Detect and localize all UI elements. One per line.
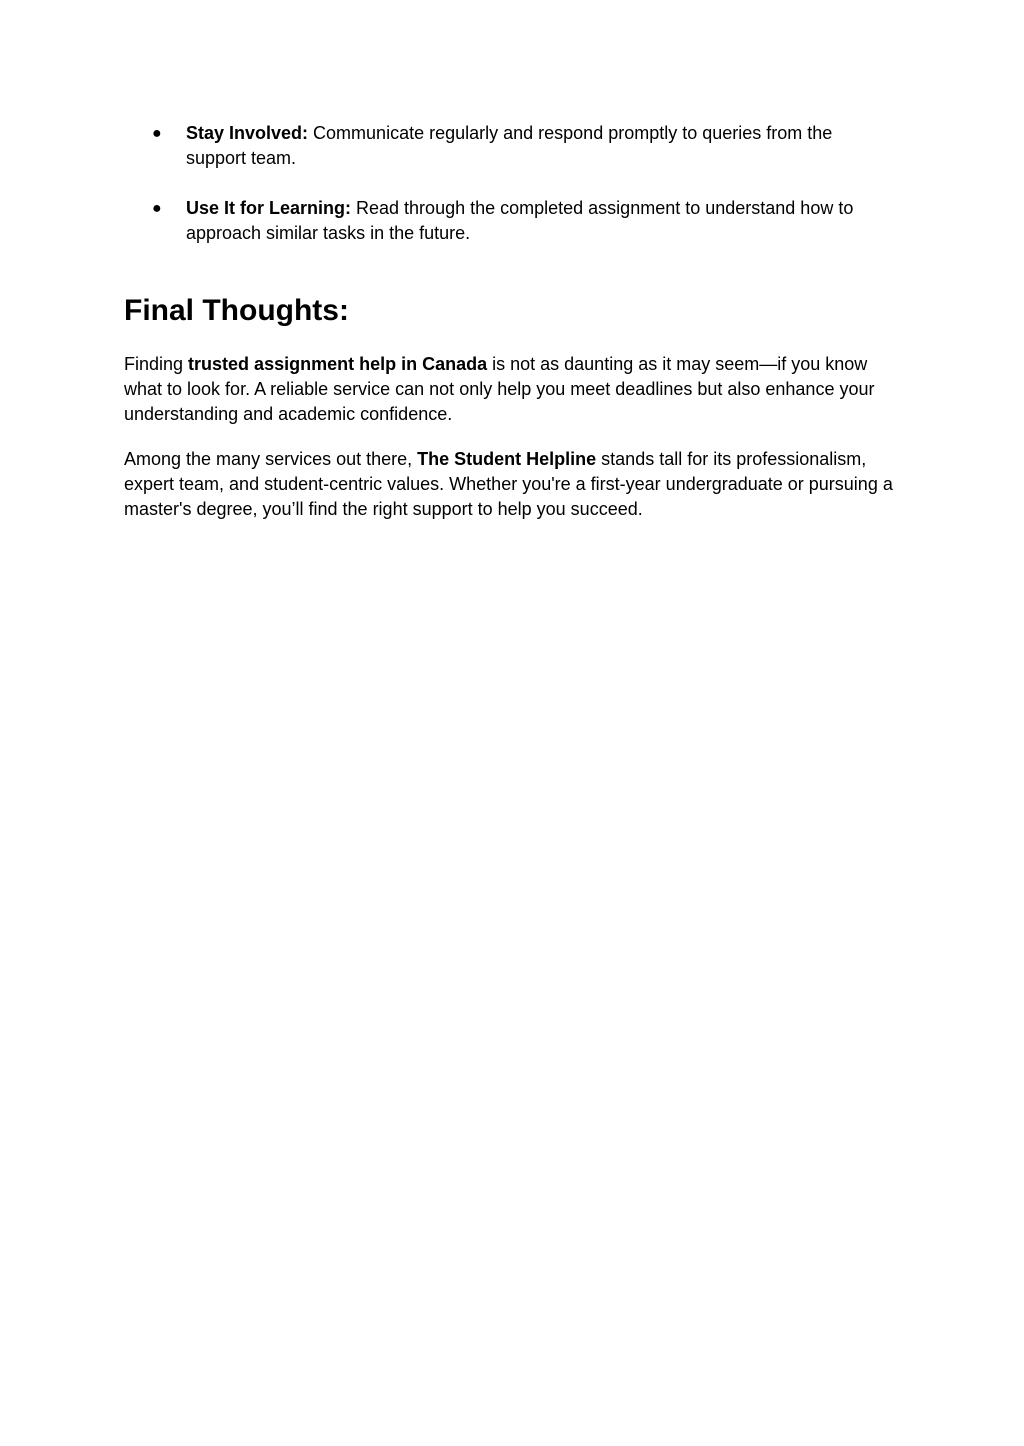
- paragraph-emphasis: trusted assignment help in Canada: [188, 354, 488, 374]
- paragraph-text: Finding: [124, 354, 189, 374]
- paragraph-text: Among the many services out there,: [124, 449, 418, 469]
- paragraph-text: is not as daunting as it may seem—if you know what to look for. A reliable service can not only help you meet deadlines but also enhance your understanding and academic confidence.: [124, 354, 875, 424]
- bullet-label: Use It for Learning:: [186, 198, 352, 218]
- bullet-text: Communicate regularly and respond promptly to queries from the support team.: [186, 123, 833, 168]
- paragraph-text: stands tall for its professionalism, expert team, and student-centric values. Whether you're a first-year undergraduate or pursuing a master's degree, you’ll find the right support to help you succeed.: [124, 449, 893, 519]
- section-heading: Final Thoughts:: [124, 294, 349, 327]
- bullet-label: Stay Involved:: [186, 123, 309, 143]
- bullet-dot-icon: ●: [152, 200, 162, 217]
- bullet-item-use-for-learning: [124, 196, 894, 246]
- tips-bullet-list: [124, 121, 894, 271]
- paragraph-finding-help: [124, 352, 894, 427]
- bullet-dot-icon: ●: [152, 125, 162, 142]
- paragraph-emphasis: The Student Helpline: [417, 449, 597, 469]
- bullet-item-stay-involved: [124, 121, 894, 171]
- paragraph-student-helpline: [124, 447, 894, 522]
- bullet-text: Read through the completed assignment to understand how to approach similar tasks in the future.: [186, 198, 854, 243]
